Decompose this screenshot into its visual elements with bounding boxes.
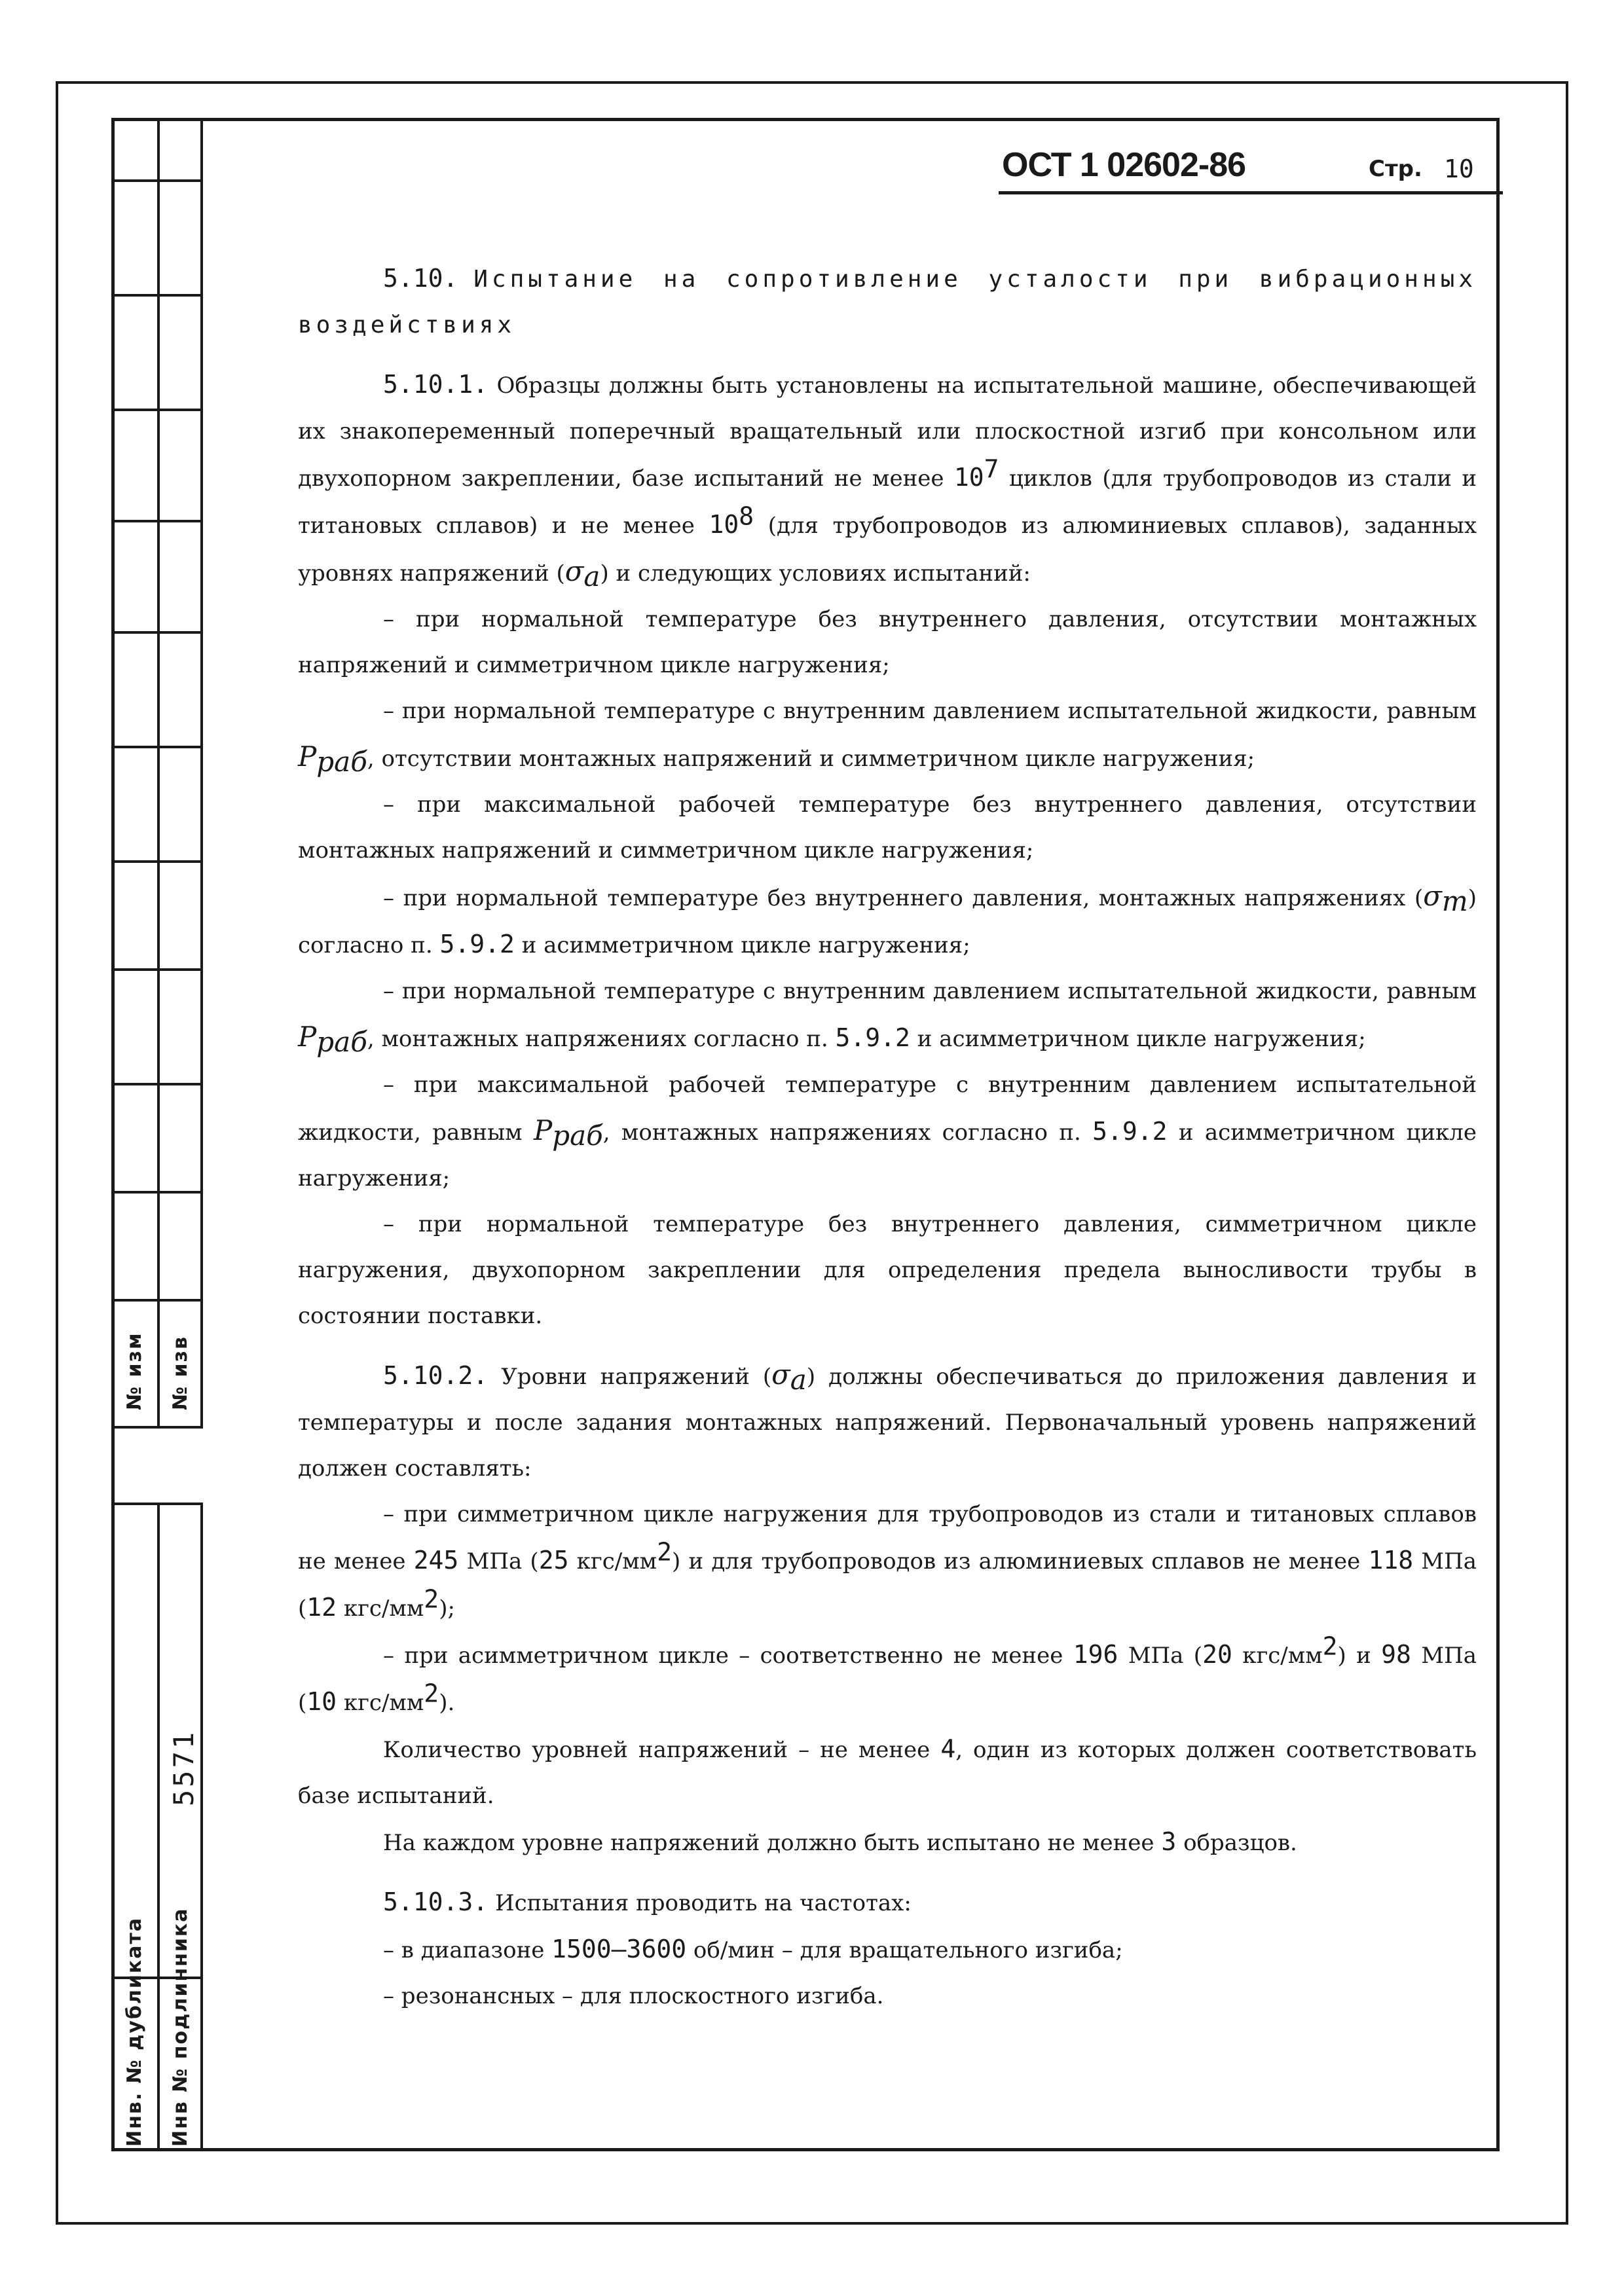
list-item: – при нормальной температуре без внутреннего давления, монтажных напряжениях $(\sigma_m)$ согласно п. 5.9.2 и асимметричном цикле нагружения;: [298, 880, 1477, 958]
paragraph-5-10-2: 5.10.2. Уровни напряжений $(\sigma_a)$ должны обеспечиваться до приложения давления и температуры и после задания монтажных напряжений. Первоначальный уровень напряжений должен составлять:: [298, 1358, 1477, 1482]
list-item: – при максимальной рабочей температуре с внутренним давлением испытательной жидкости, равным $P_{раб}$, монтажных напряжениях согласно п. 5.9.2 и асимметричном цикле нагружения;: [298, 1072, 1477, 1192]
section-heading: 5.10. Испытание на сопротивление усталости при вибрационных воздействиях: [298, 264, 1477, 338]
page-header: [1002, 145, 1500, 191]
list-item: – при нормальной температуре без внутреннего давления, симметричном цикле нагружения, двухопорном закреплении для определения предела выносливости трубы в состоянии поставки.: [298, 1211, 1477, 1329]
list-item: – в диапазоне 1500–3600 об/мин – для вращательного изгиба;: [383, 1935, 1123, 1963]
paragraph-5-10-3: 5.10.3. Испытания проводить на частотах:: [383, 1887, 912, 1916]
section-title: Испытание на сопротивление усталости при вибрационных воздействиях: [298, 266, 1477, 338]
inventory-number: 5571: [168, 1729, 200, 1806]
page-label: Стр.: [1369, 156, 1422, 182]
list-item: – при симметричном цикле нагружения для трубопроводов из стали и титановых сплавов не менее 245 МПа (25 кгс/$мм^2$) и для трубопроводов из алюминиевых сплавов не менее 118 МПа (12 кгс/$мм^2$);: [298, 1501, 1477, 1622]
paragraph: Количество уровней напряжений – не менее 4, один из которых должен соответствовать базе испытаний.: [298, 1734, 1477, 1809]
stamp-inv-podl-label: Инв № подлинника: [169, 1907, 192, 2147]
stamp-izm-label: № изм: [123, 1332, 146, 1410]
document-body: [298, 255, 1477, 2019]
document-code: ОСТ 1 02602-86: [1002, 146, 1246, 184]
list-item: – при нормальной температуре с внутренним давлением испытательной жидкости, равным $P_{раб}$, монтажных напряжениях согласно п. 5.9.2 и асимметричном цикле нагружения;: [298, 978, 1477, 1058]
header-rule: [999, 191, 1503, 194]
paragraph-5-10-1: 5.10.1. Образцы должны быть установлены на испытательной машине, обеспечивающей их знакопеременный поперечный вращательный или плоскостной изгиб при консольном или двухопорном закреплении, базе испытаний не менее $10^7$ циклов (для трубопроводов из стали и титановых сплавов) и не менее $10^8$ (для трубопроводов из алюминиевых сплавов), заданных уровнях напряжений $(\sigma_a)$ и следующих условиях испытаний:: [298, 370, 1477, 592]
page-number: 10: [1444, 155, 1474, 183]
stamp-izv-label: № изв: [169, 1336, 192, 1410]
paragraph: На каждом уровне напряжений должно быть испытано не менее 3 образцов.: [383, 1827, 1297, 1856]
list-item: – при нормальной температуре без внутреннего давления, отсутствии монтажных напряжений и симметричном цикле нагружения;: [298, 606, 1477, 678]
list-item: – при максимальной рабочей температуре без внутреннего давления, отсутствии монтажных напряжений и симметричном цикле нагружения;: [298, 792, 1477, 864]
list-item: – при асимметричном цикле – соответственно не менее 196 МПа (20 кгс/$мм^2$) и 98 МПа (10 кгс/$мм^2$).: [298, 1631, 1477, 1716]
stamp-inv-dubl-label: Инв. № дубликата: [123, 1916, 146, 2147]
list-item: – резонансных – для плоскостного изгиба.: [383, 1983, 884, 2009]
list-item: – при нормальной температуре с внутренним давлением испытательной жидкости, равным $P_{раб}$, отсутствии монтажных напряжений и симметричном цикле нагружения;: [298, 698, 1477, 778]
